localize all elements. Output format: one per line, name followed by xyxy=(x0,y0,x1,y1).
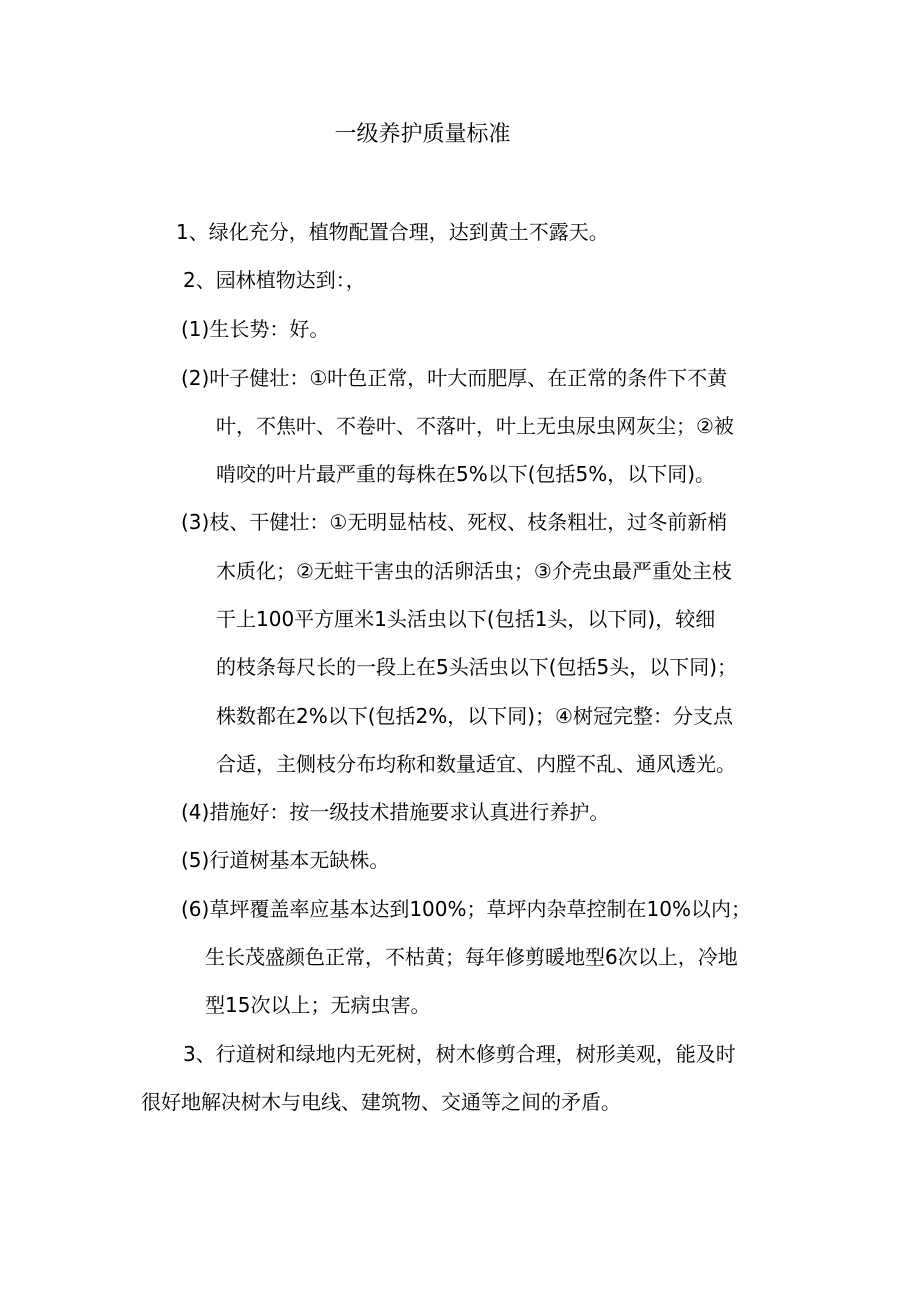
item-3-branches-line-2: 木质化；②无蛀干害虫的活卵活虫；③介壳虫最严重处主枝 xyxy=(216,559,732,583)
item-5-street-trees: (5)行道树基本无缺株。 xyxy=(181,848,390,872)
item-2-leaves-line-2: 叶，不焦叶、不卷叶、不落叶，叶上无虫尿虫网灰尘；②被 xyxy=(216,414,734,438)
item-3-branches-line-5: 株数都在2%以下(包括2%，以下同)；④树冠完整：分支点 xyxy=(216,704,733,728)
item-2-leaves-line-3: 啃咬的叶片最严重的每株在5%以下(包括5%，以下同)。 xyxy=(216,462,716,486)
paragraph-2: 2、园林植物达到：， xyxy=(183,268,366,292)
item-1-growth: (1)生长势：好。 xyxy=(181,317,330,341)
paragraph-1: 1、绿化充分，植物配置合理，达到黄土不露天。 xyxy=(176,220,609,244)
paragraph-3-line-2: 很好地解决树木与电线、建筑物、交通等之间的矛盾。 xyxy=(141,1090,621,1114)
item-3-branches-line-3: 干上100平方厘米1头活虫以下(包括1头，以下同)，较细 xyxy=(216,607,716,631)
item-6-lawn-line-3: 型15次以上；无病虫害。 xyxy=(205,993,431,1017)
item-3-branches-line-4: 的枝条每尺长的一段上在5头活虫以下(包括5头，以下同)； xyxy=(216,655,738,679)
item-2-leaves-line-1: (2)叶子健壮：①叶色正常，叶大而肥厚、在正常的条件下不黄 xyxy=(181,366,728,390)
paragraph-3-line-1: 3、行道树和绿地内无死树，树木修剪合理，树形美观，能及时 xyxy=(183,1042,736,1066)
item-6-lawn-line-2: 生长茂盛颜色正常，不枯黄；每年修剪暖地型6次以上，冷地 xyxy=(205,945,738,969)
item-6-lawn-line-1: (6)草坪覆盖率应基本达到100%；草坪内杂草控制在10%以内； xyxy=(181,897,751,921)
item-3-branches-line-6: 合适，主侧枝分布均称和数量适宜、内膛不乱、通风透光。 xyxy=(216,752,736,776)
item-3-branches-line-1: (3)枝、干健壮：①无明显枯枝、死杈、枝条粗壮，过冬前新梢 xyxy=(181,510,728,534)
document-title: 一级养护质量标准 xyxy=(334,122,511,147)
item-4-measures: (4)措施好：按一级技术措施要求认真进行养护。 xyxy=(181,800,610,824)
